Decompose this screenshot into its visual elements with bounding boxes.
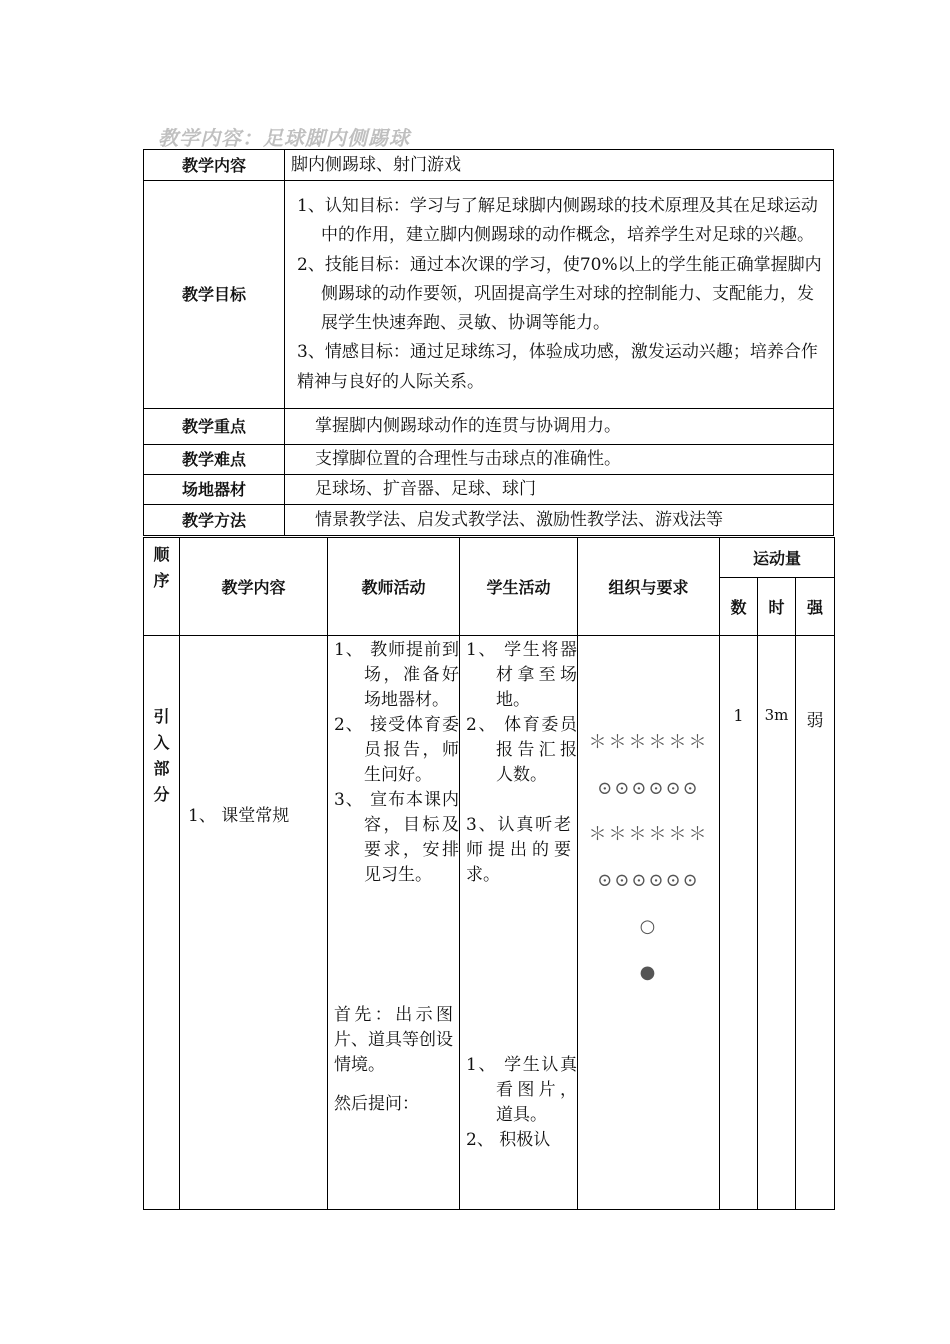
plan-table (143, 537, 835, 1210)
difficulty-value: 支撑脚位置的合理性与击球点的准确性。 (285, 445, 834, 475)
load-count: 1 (720, 636, 758, 1210)
difficulty-label: 教学难点 (144, 445, 285, 475)
organization-header: 组织与要求 (578, 538, 720, 636)
key-value: 掌握脚内侧踢球动作的连贯与协调用力。 (285, 409, 834, 445)
content-label: 教学内容 (144, 150, 285, 181)
equipment-value: 足球场、扩音器、足球、球门 (285, 475, 834, 505)
ball-marker-icon: ● (639, 962, 658, 983)
student-item-1: 1、 学生将器材拿至场地。 (466, 640, 577, 710)
teacher-marker-icon: ○ (639, 916, 658, 937)
formation-row-dots-1: ⊙⊙⊙⊙⊙⊙ (597, 778, 700, 799)
content-header: 教学内容 (180, 538, 328, 636)
teacher-more-1: 首先：出示图片、道具等创设情境。 (334, 1005, 453, 1075)
section-name: 引入部分 (144, 636, 180, 1210)
load-header: 运动量 (720, 538, 835, 578)
student-item-3: 3、认真听老师提出的要求。 (466, 815, 571, 885)
student-item-2: 2、 体育委员报告汇报人数。 (466, 715, 577, 785)
order-header: 顺序 (144, 538, 180, 636)
time-header: 时 (758, 578, 796, 636)
key-label: 教学重点 (144, 409, 285, 445)
teacher-item-3: 3、 宣布本课内容，目标及要求，安排见习生。 (334, 790, 459, 885)
goal-skill: 2、技能目标：通过本次课的学习，使70%以上的学生能正确掌握脚内侧踢球的动作要领，巩固提高学生对球的控制能力、支配能力，发展学生快速奔跑、灵敏、协调等能力。 (297, 254, 822, 334)
equipment-label: 场地器材 (144, 475, 285, 505)
student-more-2: 2、 积极认 (466, 1130, 551, 1150)
student-more-1: 1、 学生认真看图片，道具。 (466, 1055, 577, 1125)
teacher-item-2: 2、 接受体育委员报告，师生问好。 (334, 715, 459, 785)
formation-diagram (578, 720, 719, 996)
teacher-more-2: 然后提问： (334, 1094, 419, 1114)
student-activity (460, 636, 578, 1210)
method-value: 情景教学法、启发式教学法、激励性教学法、游戏法等 (285, 505, 834, 536)
goal-cognitive: 1、认知目标：学习与了解足球脚内侧踢球的技术原理及其在足球运动中的作用，建立脚内侧踢球的动作概念，培养学生对足球的兴趣。 (297, 195, 818, 246)
teacher-item-1: 1、 教师提前到场，准备好场地器材。 (334, 640, 459, 710)
formation-row-stars-1: ＊＊＊＊＊＊ (588, 732, 709, 753)
teacher-header: 教师活动 (328, 538, 460, 636)
load-intensity: 弱 (796, 636, 835, 1210)
organization-cell (578, 636, 720, 1210)
method-label: 教学方法 (144, 505, 285, 536)
content-value: 脚内侧踢球、射门游戏 (285, 150, 834, 181)
goals-label: 教学目标 (144, 181, 285, 409)
goals-cell (285, 181, 834, 409)
section-content: 1、 课堂常规 (180, 636, 328, 1210)
count-header: 数 (720, 578, 758, 636)
teacher-activity (328, 636, 460, 1210)
formation-row-stars-2: ＊＊＊＊＊＊ (588, 824, 709, 845)
load-time: 3m (758, 636, 796, 1210)
overview-table (143, 149, 834, 536)
goal-emotion: 3、情感目标：通过足球练习，体验成功感，激发运动兴趣；培养合作精神与良好的人际关系。 (297, 342, 818, 392)
intensity-header: 强 (796, 578, 835, 636)
student-header: 学生活动 (460, 538, 578, 636)
formation-row-dots-2: ⊙⊙⊙⊙⊙⊙ (597, 870, 700, 891)
page-title: 教学内容：足球脚内侧踢球 (158, 126, 410, 150)
